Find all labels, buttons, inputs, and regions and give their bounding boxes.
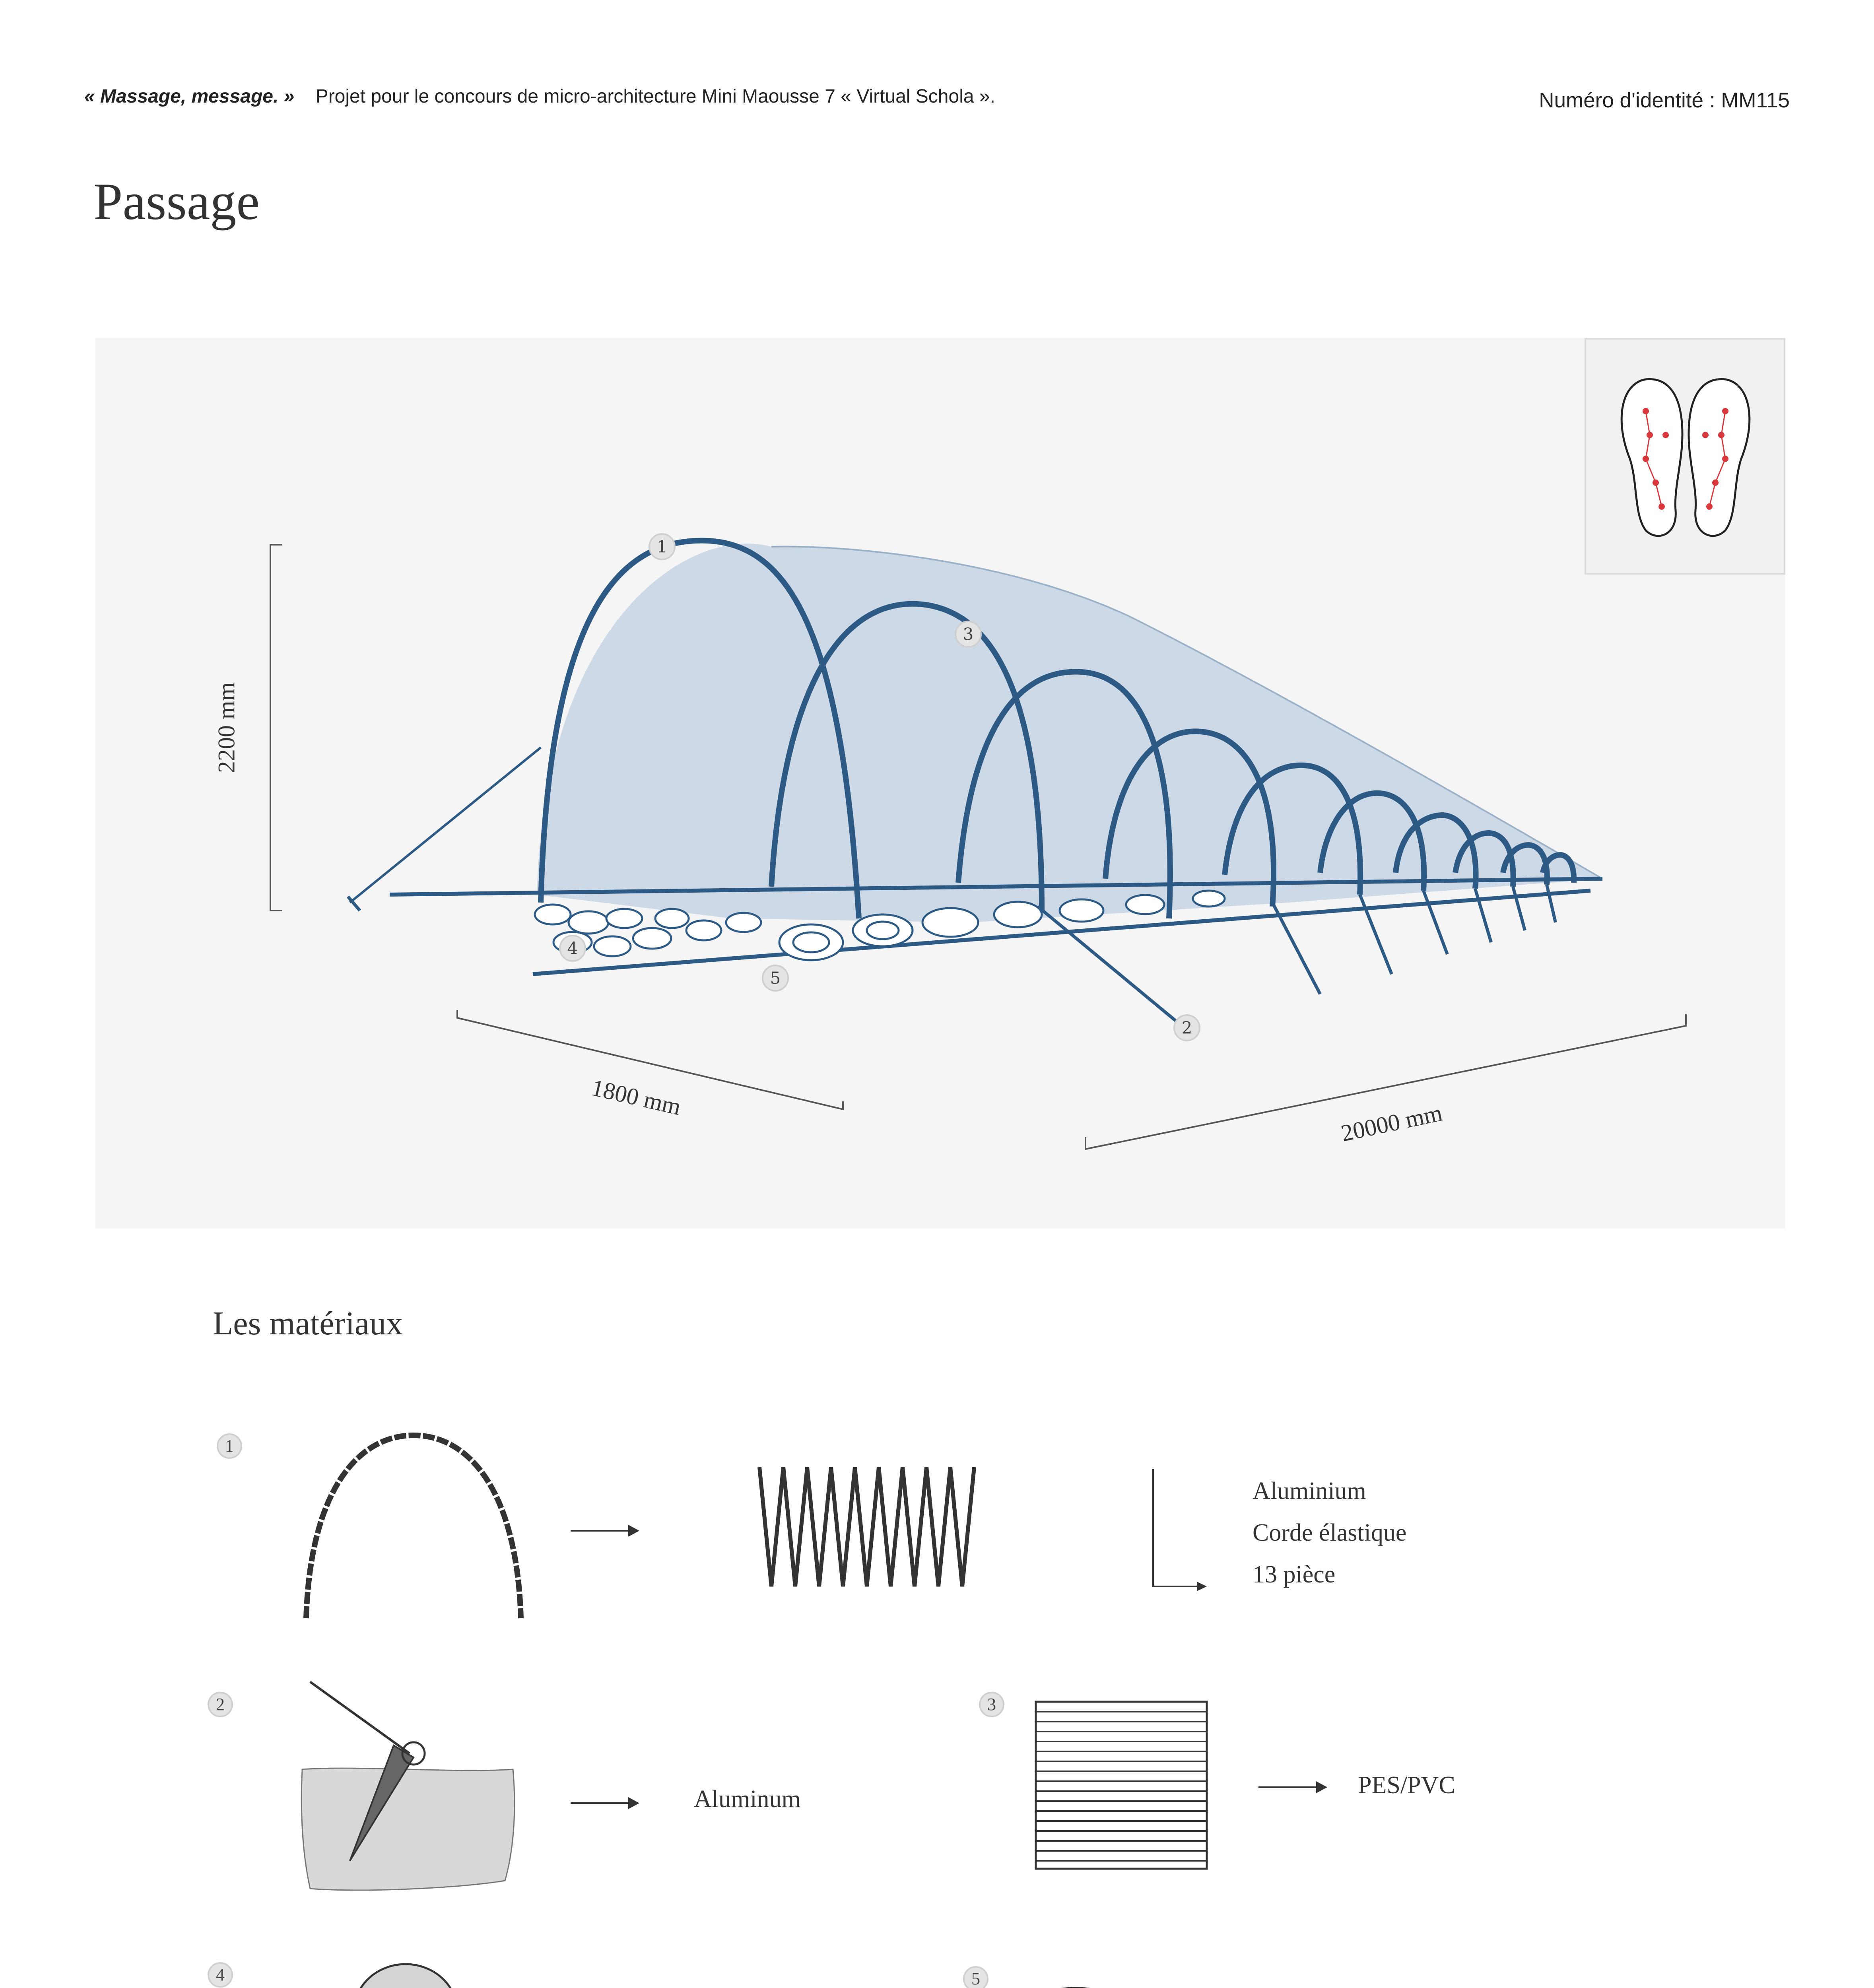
arrow-icon [1256, 1775, 1328, 1799]
callout-3: 3 [963, 624, 974, 644]
length-dimension-label: 20000 mm [1338, 1099, 1445, 1147]
bracket-arrow-icon [1149, 1467, 1213, 1602]
passage-diagram [95, 338, 1785, 1229]
material-2-label: Aluminum [694, 1786, 801, 1813]
log-slices-icon [1006, 1980, 1324, 1988]
material-1-label-3: 13 pièce [1253, 1561, 1336, 1588]
arrow-icon [569, 1519, 640, 1543]
material-3-badge: 3 [979, 1692, 1004, 1717]
project-title: « Massage, message. » [84, 86, 295, 107]
feet-icon [1586, 340, 1784, 573]
footprint-inset [1585, 338, 1785, 575]
material-1-label-1: Aluminium [1253, 1477, 1366, 1505]
identity-number: Numéro d'identité : MM115 [1539, 89, 1790, 112]
callout-5: 5 [770, 968, 781, 988]
width-dimension-label: 1800 mm [589, 1074, 684, 1120]
guy-rope [350, 747, 541, 903]
material-4-badge: 4 [208, 1962, 233, 1988]
passage-drawing [95, 338, 1785, 1229]
arrow-icon [569, 1791, 640, 1815]
project-description: Projet pour le concours de micro-architecture Mini Maousse 7 « Virtual Schola ». [315, 86, 995, 107]
tent-stake-icon [298, 1674, 521, 1897]
height-dimension-label: 2200 mm [213, 682, 240, 773]
callout-2: 2 [1181, 1018, 1192, 1038]
material-5-badge: 5 [963, 1966, 988, 1988]
callout-1: 1 [656, 537, 668, 557]
materials-title: Les matériaux [213, 1305, 403, 1342]
material-1-badge: 1 [217, 1433, 242, 1459]
fabric-swatch-icon [1034, 1700, 1209, 1871]
material-2-badge: 2 [208, 1692, 233, 1717]
page-title: Passage [93, 172, 260, 231]
material-3-label: PES/PVC [1358, 1772, 1455, 1799]
folded-pole-icon [755, 1463, 978, 1590]
arch-icon [294, 1419, 533, 1626]
pebbles-icon [278, 1952, 525, 1988]
height-dimension-line [270, 545, 282, 911]
material-1-label-2: Corde élastique [1253, 1519, 1407, 1546]
membrane-fabric [537, 544, 1602, 922]
callout-4: 4 [567, 938, 578, 958]
header-project [84, 85, 995, 107]
